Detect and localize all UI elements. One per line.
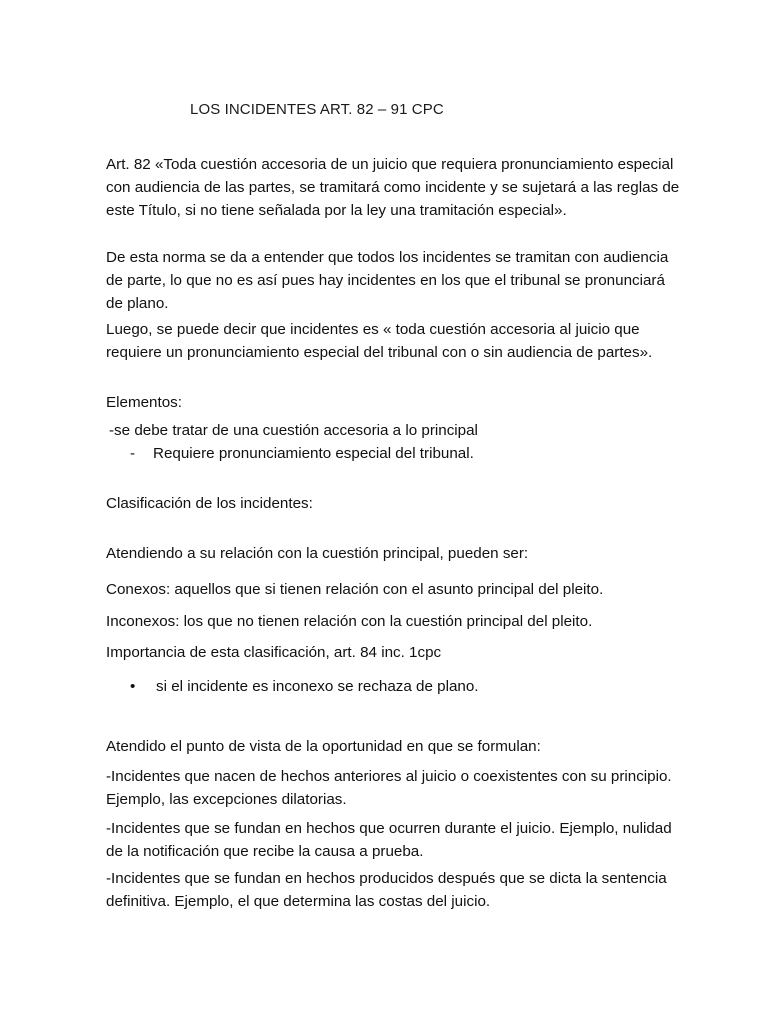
- document-title: LOS INCIDENTES ART. 82 – 91 CPC: [190, 101, 444, 118]
- elementos-heading: Elementos:: [106, 394, 182, 411]
- interpretation-paragraph: De esta norma se da a entender que todos los incidentes se tramitan con audiencia de parte, lo que no es así pues hay incidentes en los que el tribunal se pronunciará de plano.: [106, 249, 669, 312]
- oportunidad-heading: Atendido el punto de vista de la oportunidad en que se formulan:: [106, 738, 541, 755]
- oportunidad-item-3: -Incidentes que se fundan en hechos producidos después que se dicta la sentencia definitiva. Ejemplo, el que determina las costas del juicio.: [106, 870, 667, 910]
- definition-paragraph: Luego, se puede decir que incidentes es « toda cuestión accesoria al juicio que requiere un pronunciamiento especial del tribunal con o sin audiencia de partes».: [106, 321, 653, 361]
- conexos-paragraph: Conexos: aquellos que si tienen relación con el asunto principal del pleito.: [106, 581, 604, 598]
- oportunidad-item-1: -Incidentes que nacen de hechos anteriores al juicio o coexistentes con su principio. Ejemplo, las excepciones dilatorias.: [106, 768, 672, 808]
- dash-marker: -: [130, 445, 136, 462]
- oportunidad-item-2: -Incidentes que se fundan en hechos que ocurren durante el juicio. Ejemplo, nulidad de la notificación que recibe la causa a prueba.: [106, 820, 672, 860]
- clasificacion-heading: Clasificación de los incidentes:: [106, 495, 313, 512]
- inconexos-paragraph: Inconexos: los que no tienen relación con la cuestión principal del pleito.: [106, 613, 593, 630]
- article-82-paragraph: Art. 82 «Toda cuestión accesoria de un juicio que requiera pronunciamiento especial con audiencia de las partes, se tramitará como incidente y se sujetará a las reglas de este Título, si no tiene señalada por la ley una tramitación especial».: [106, 156, 680, 219]
- bullet-marker: •: [130, 678, 136, 695]
- elemento-item-2-text: Requiere pronunciamiento especial del tribunal.: [153, 445, 474, 462]
- importancia-paragraph: Importancia de esta clasificación, art. 84 inc. 1cpc: [106, 644, 442, 661]
- elemento-item-1: -se debe tratar de una cuestión accesoria a lo principal: [109, 422, 478, 439]
- relacion-heading: Atendiendo a su relación con la cuestión principal, pueden ser:: [106, 545, 529, 562]
- importancia-bullet-text: si el incidente es inconexo se rechaza de plano.: [156, 678, 479, 695]
